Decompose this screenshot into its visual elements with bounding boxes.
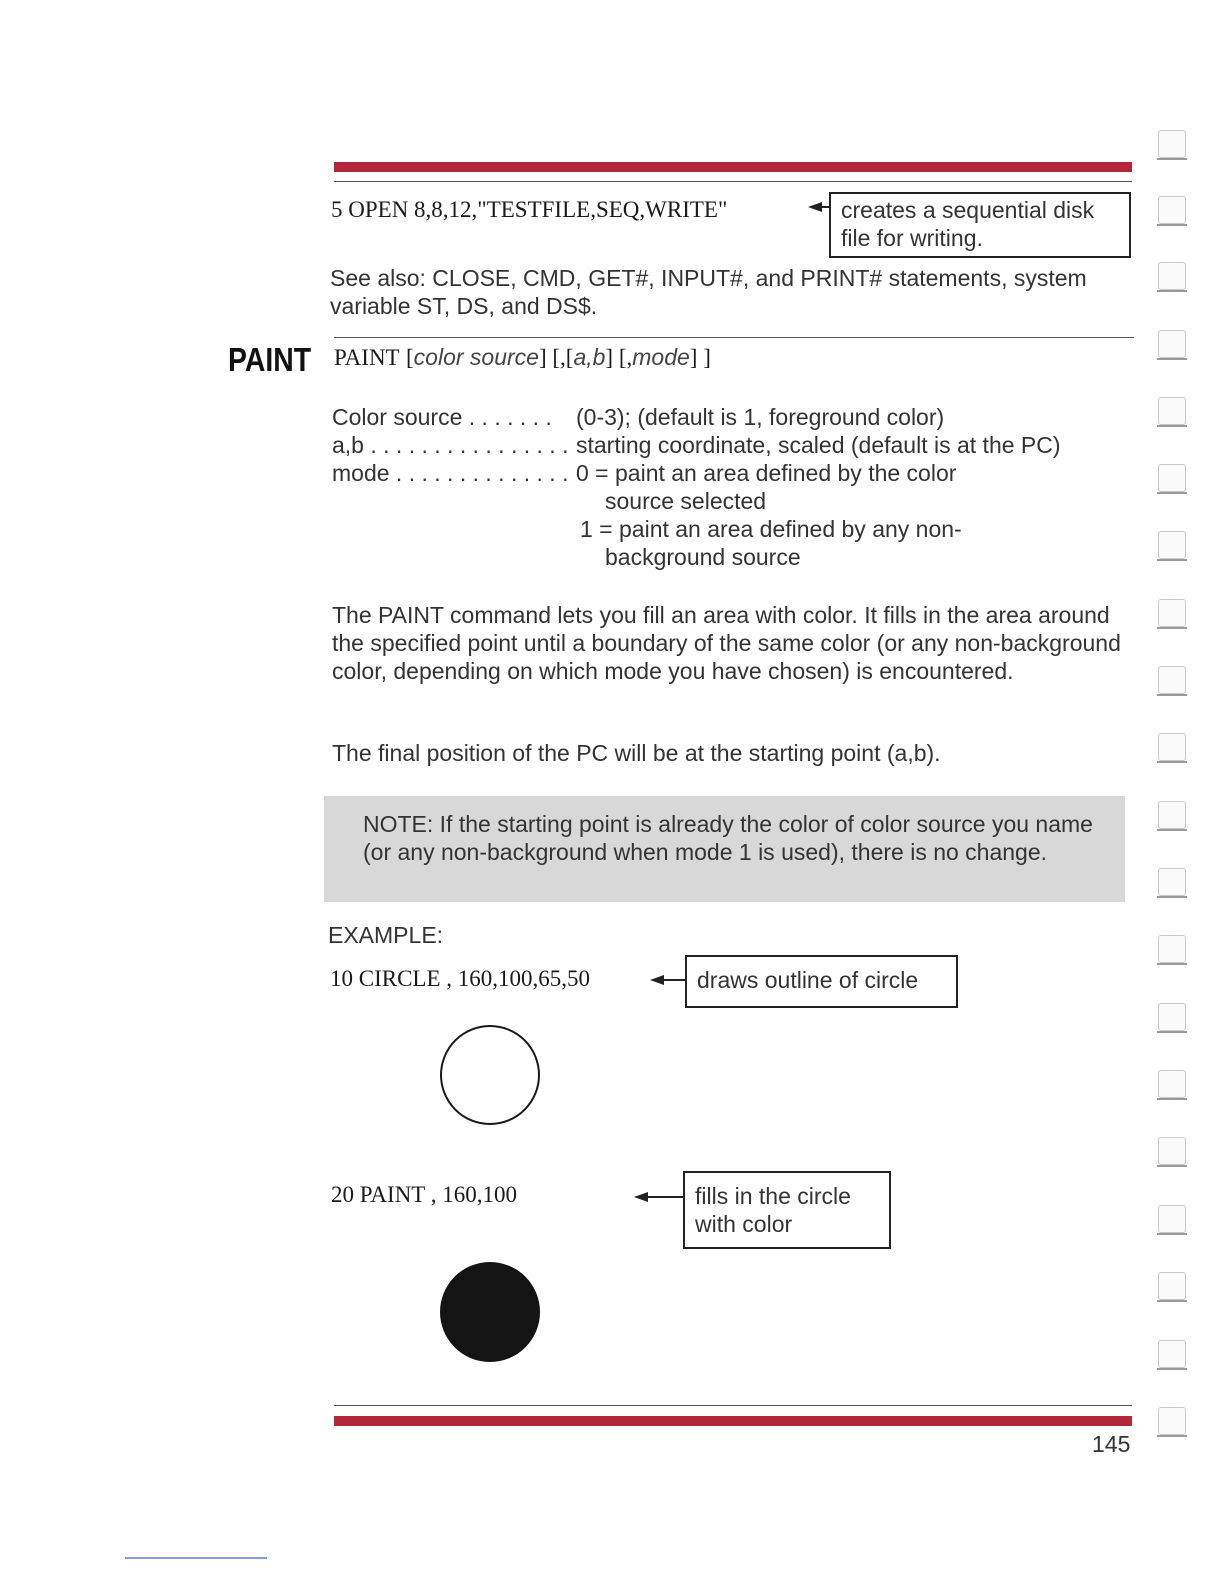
binding-hole <box>1158 935 1186 963</box>
syntax-arg-color-source: color source <box>413 344 539 370</box>
param-desc-mode1: 1 = paint an area defined by any non- <box>580 516 962 542</box>
code-paint-line: 20 PAINT , 160,100 <box>331 1182 517 1207</box>
syntax-line <box>334 343 711 372</box>
syntax-bracket: [ <box>406 345 414 370</box>
section-rule <box>334 337 1134 338</box>
syntax-bracket: ] [, <box>605 345 633 370</box>
description-paragraph: The PAINT command lets you fill an area with color. It fills in the area around the specified point until a boundary of the same color (or any non-background color, depending on which mode you have chosen) is encountered. <box>332 602 1121 684</box>
param-desc: 0 = paint an area defined by the color <box>576 460 957 486</box>
syntax-arg-mode: mode <box>632 344 690 370</box>
callout-open: creates a sequential disk file for writing. <box>829 192 1131 258</box>
final-position-paragraph: The final position of the PC will be at the starting point (a,b). <box>332 740 941 766</box>
callout-paint: fills in the circle with color <box>683 1171 891 1249</box>
binding-hole <box>1158 1272 1186 1300</box>
binding-hole <box>1158 531 1186 559</box>
binding-hole <box>1158 464 1186 492</box>
binding-hole <box>1158 801 1186 829</box>
syntax-cmd: PAINT <box>334 345 400 370</box>
binding-hole <box>1158 1407 1186 1435</box>
param-name: mode . . . . . . . . . . . . . . <box>332 460 569 486</box>
binding-hole <box>1158 1340 1186 1368</box>
syntax-bracket: ] [,[ <box>538 345 574 370</box>
param-name: Color source . . . . . . . <box>332 404 552 430</box>
param-desc-cont: background source <box>605 544 801 570</box>
binding-hole <box>1158 868 1186 896</box>
filled-circle <box>440 1262 540 1362</box>
param-desc: (0-3); (default is 1, foreground color) <box>576 404 945 430</box>
outline-circle <box>440 1025 540 1125</box>
binding-hole <box>1158 330 1186 358</box>
note-box <box>324 796 1125 902</box>
code-open-line: 5 OPEN 8,8,12,"TESTFILE,SEQ,WRITE" <box>331 197 728 222</box>
binding-hole <box>1158 599 1186 627</box>
see-also-text: See also: CLOSE, CMD, GET#, INPUT#, and PRINT# statements, system variable ST, DS, and DS$. <box>330 265 1087 319</box>
bottom-red-bar <box>334 1416 1132 1426</box>
syntax-arg-ab: a,b <box>573 344 606 370</box>
keyword-heading: PAINT <box>228 341 312 378</box>
code-circle-line: 10 CIRCLE , 160,100,65,50 <box>330 966 591 991</box>
binding-hole <box>1158 1003 1186 1031</box>
binding-hole <box>1158 733 1186 761</box>
binding-hole <box>1158 1205 1186 1233</box>
top-rule <box>334 181 1132 182</box>
binding-hole <box>1158 130 1186 158</box>
binding-hole <box>1158 262 1186 290</box>
callout-circle: draws outline of circle <box>685 955 958 1008</box>
binding-hole <box>1158 397 1186 425</box>
top-red-bar <box>334 162 1132 172</box>
arrow-shaft <box>645 1196 685 1198</box>
param-desc: starting coordinate, scaled (default is at the PC) <box>576 432 1061 458</box>
example-label: EXAMPLE: <box>328 922 444 948</box>
arrow-shaft <box>660 979 686 981</box>
binding-hole <box>1158 1137 1186 1165</box>
page-number: 145 <box>1092 1431 1131 1457</box>
binding-hole <box>1158 196 1186 224</box>
binding-hole <box>1158 666 1186 694</box>
binding-hole <box>1158 1070 1186 1098</box>
param-name: a,b . . . . . . . . . . . . . . . . <box>332 432 569 458</box>
bottom-rule <box>334 1405 1132 1406</box>
syntax-bracket: ] ] <box>689 345 711 370</box>
note-text: NOTE: If the starting point is already the color of color source you name (or any non-background when mode 1 is used), there is no change. <box>363 811 1093 865</box>
scan-artifact-line <box>125 1557 267 1559</box>
param-desc-cont: source selected <box>605 488 767 514</box>
